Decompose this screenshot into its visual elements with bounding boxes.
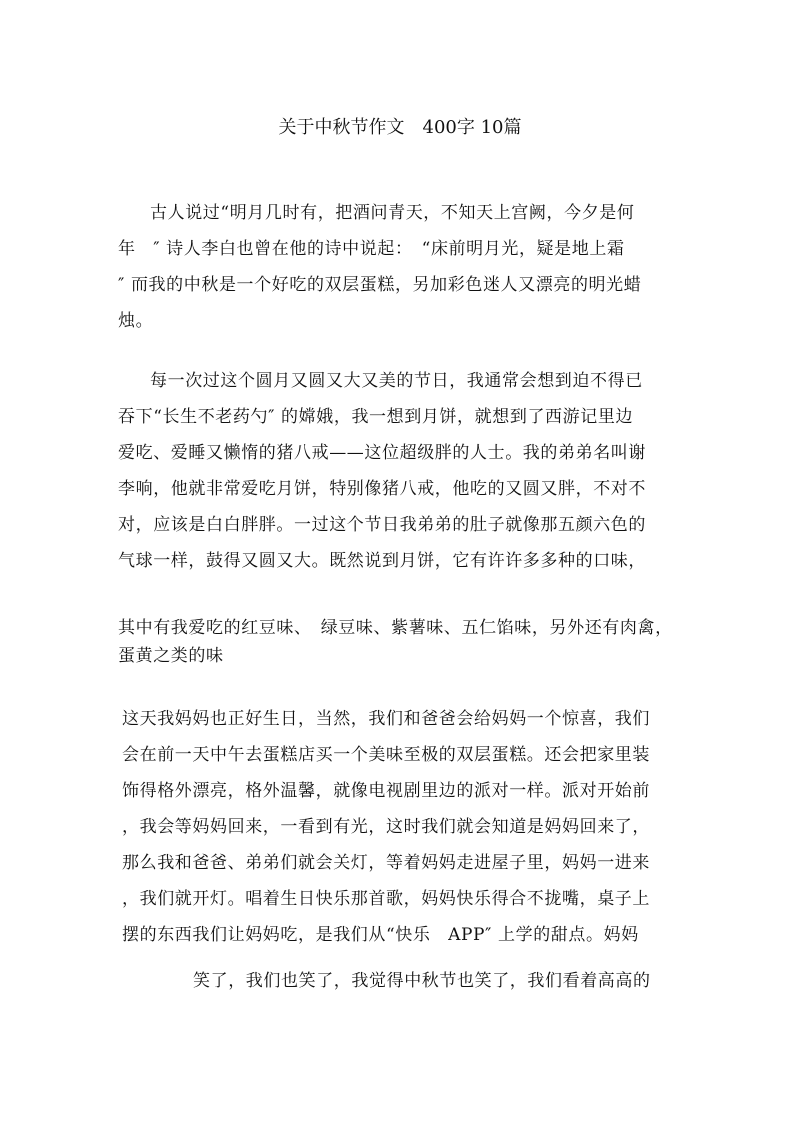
text-line: 古人说过“明月几时有，把酒问青天，不知天上宫阙，今夕是何 [150, 203, 635, 223]
text-line: 会在前一天中午去蛋糕店买一个美味至极的双层蛋糕。还会把家里装 [122, 745, 650, 765]
text-line: 每一次过这个圆月又圆又大又美的节日，我通常会想到迫不得已 [150, 371, 643, 391]
text-line: 这天我妈妈也正好生日，当然，我们和爸爸会给妈妈一个惊喜，我们 [122, 709, 650, 729]
text-line: ，我们就开灯。唱着生日快乐那首歌，妈妈快乐得合不拢嘴，桌子上 [122, 889, 650, 909]
text-line: 蛋黄之类的味 [118, 646, 224, 666]
text-line: 笑了，我们也笑了，我觉得中秋节也笑了，我们看着高高的 [193, 971, 651, 991]
text-line: 对，应该是白白胖胖。一过这个节日我弟弟的肚子就像那五颜六色的 [118, 515, 646, 535]
text-line: 吞下“长生不老药勺″ 的嫦娥，我一想到月饼，就想到了西游记里边 [118, 407, 634, 427]
text-line: 李响，他就非常爱吃月饼，特别像猪八戒，他吃的又圆又胖，不对不 [118, 479, 646, 499]
text-line: 摆的东西我们让妈妈吃，是我们从“快乐 APP″ 上学的甜点。妈妈 [122, 925, 639, 945]
text-line: 爱吃、爱睡又懒惰的猪八戒——这位超级胖的人士。我的弟弟名叫谢 [118, 443, 646, 463]
text-line: 烛。 [118, 311, 154, 331]
text-line: 饰得格外漂亮，格外温馨，就像电视剧里边的派对一样。派对开始前 [122, 781, 650, 801]
text-line: 那么我和爸爸、弟弟们就会关灯，等着妈妈走进屋子里，妈妈一进来 [122, 853, 650, 873]
text-line: ″ 而我的中秋是一个好吃的双层蛋糕，另加彩色迷人又漂亮的明光蜡 [118, 275, 642, 295]
text-line: ，我会等妈妈回来，一看到有光，这时我们就会知道是妈妈回来了， [122, 817, 650, 837]
text-line: 年 ″ 诗人李白也曾在他的诗中说起： “床前明月光，疑是地上霜 [118, 239, 625, 259]
text-line: 气球一样，鼓得又圆又大。既然说到月饼，它有许许多多种的口味， [118, 551, 646, 571]
page-title: 关于中秋节作文 400字 10篇 [278, 117, 522, 138]
text-line: 其中有我爱吃的红豆味、 绿豆味、紫薯味、五仁馅味，另外还有肉禽， [118, 618, 673, 638]
